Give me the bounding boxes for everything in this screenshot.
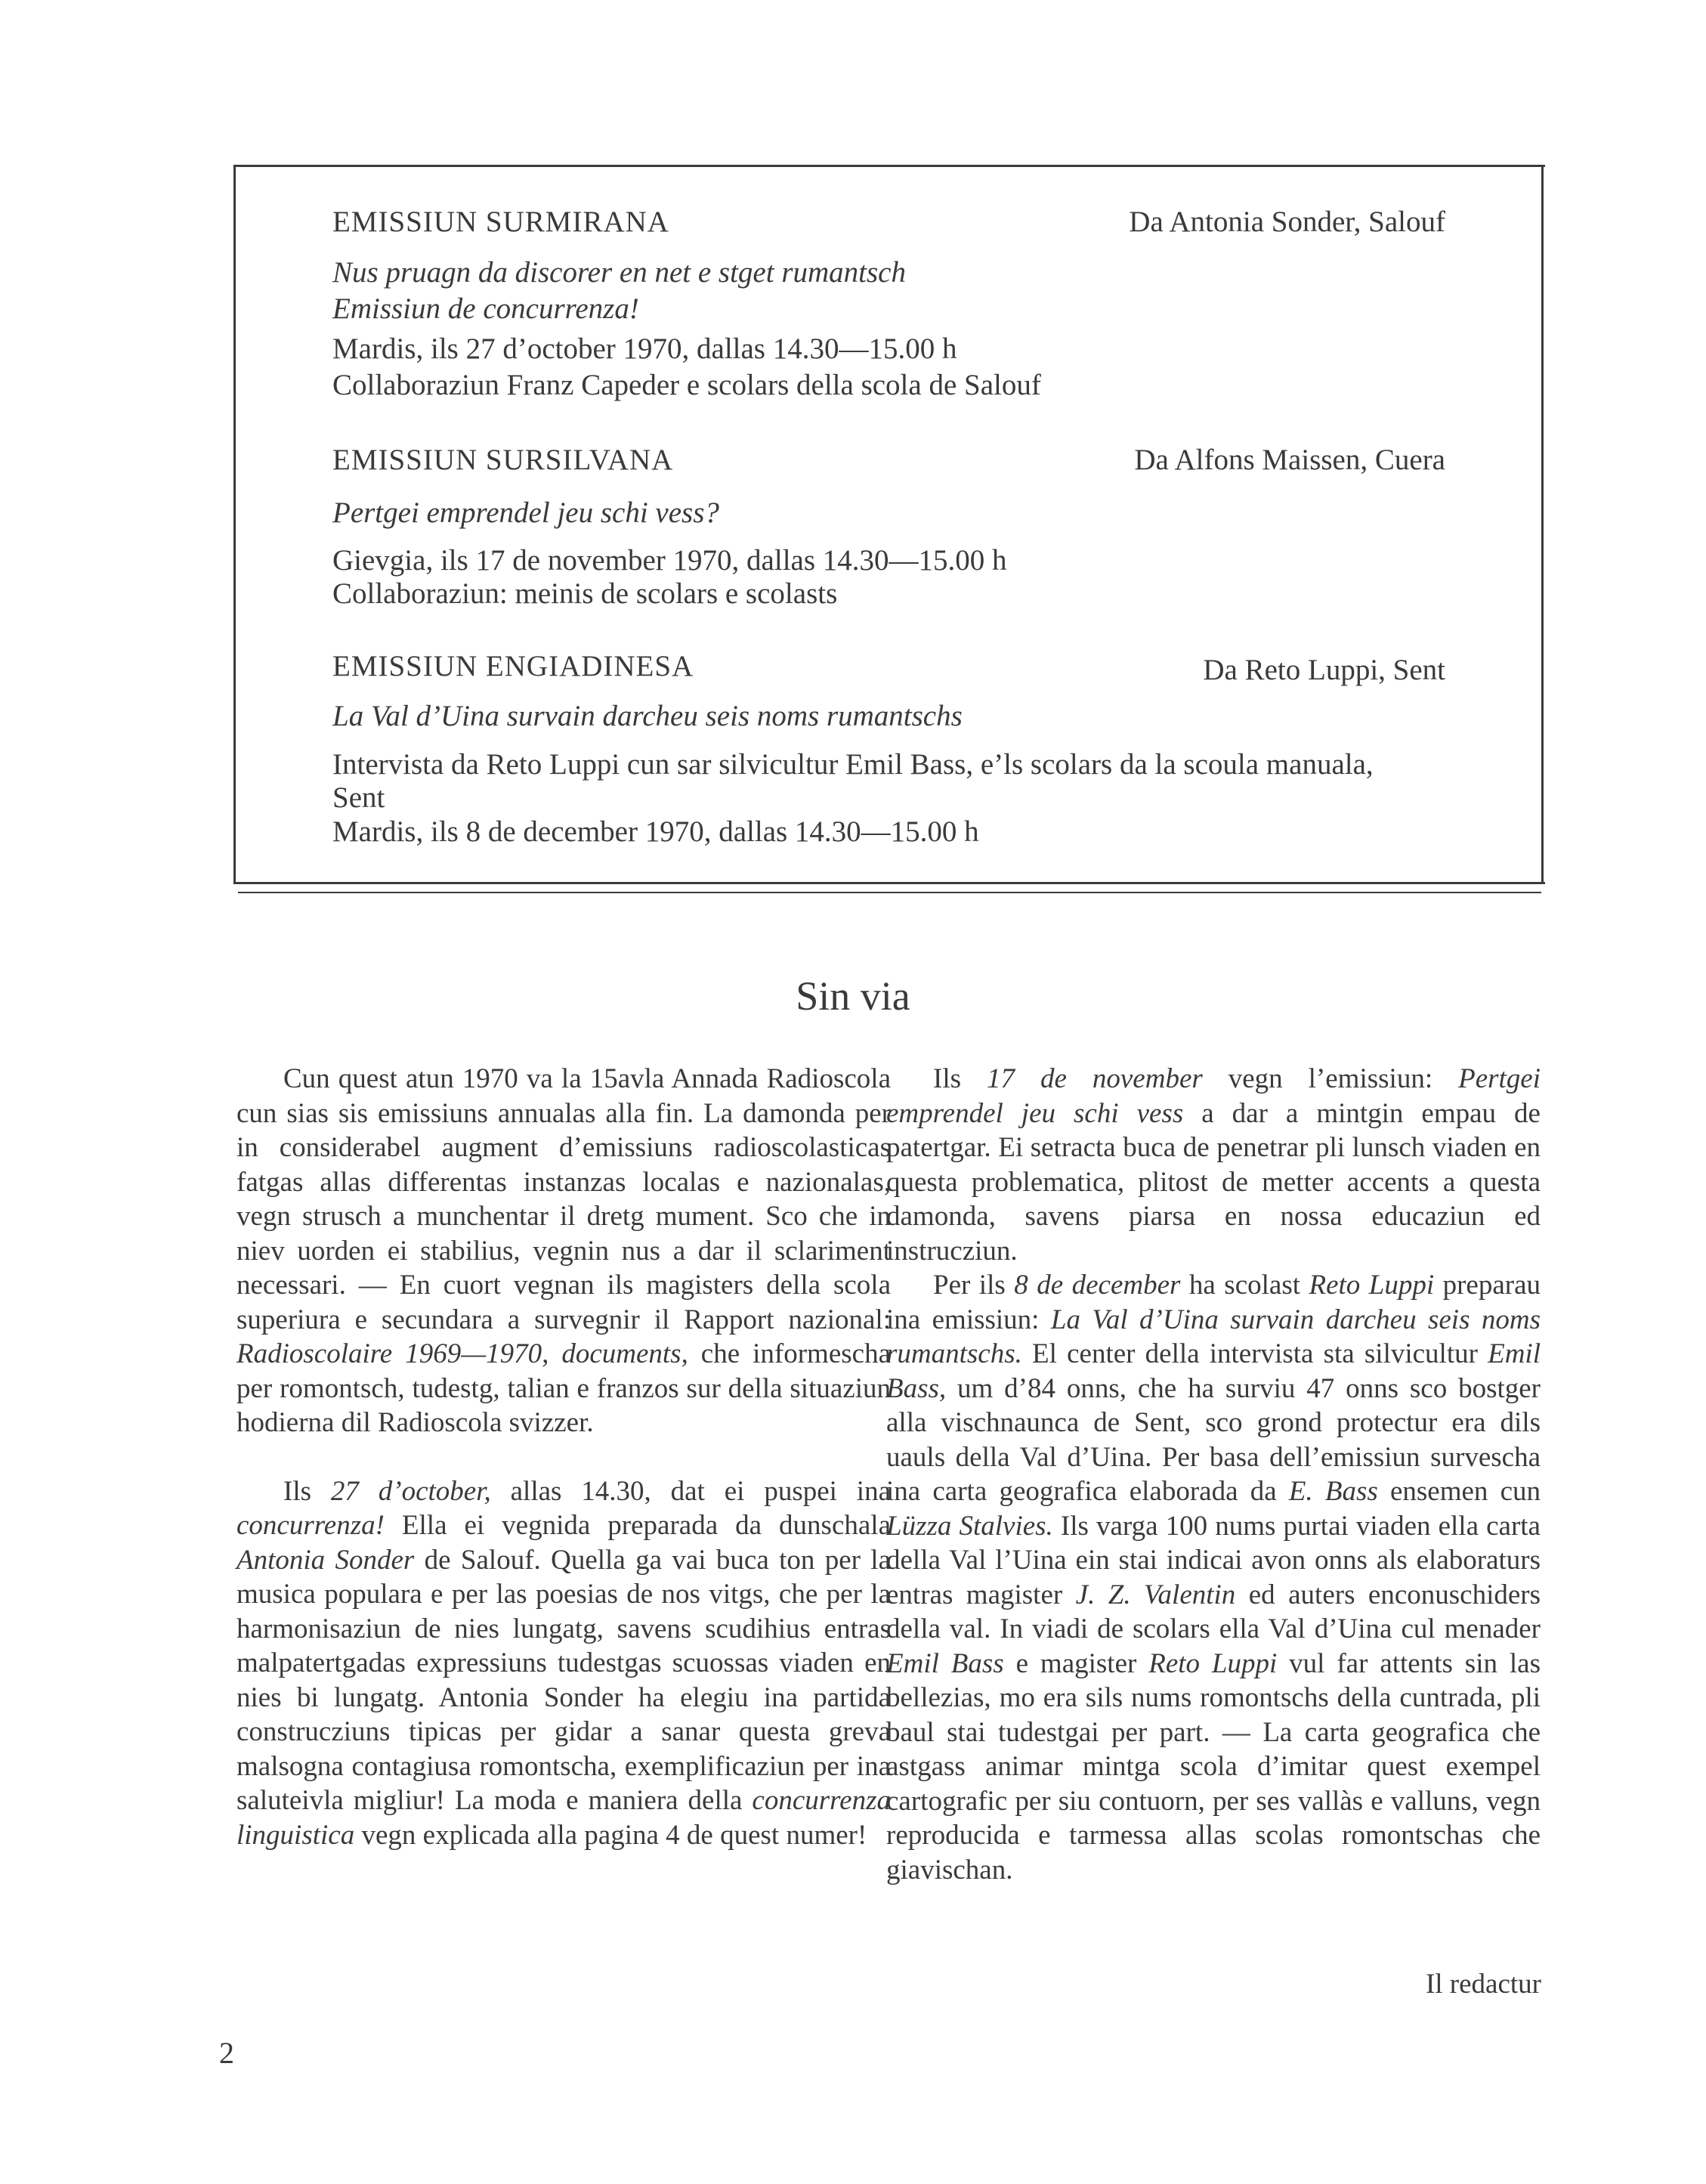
section-title: Pertgei emprendel jeu schi vess? [332,497,719,529]
article-left-column [236,1062,891,1852]
section-heading: EMISSIUN SURMIRANA [332,206,669,238]
section-heading: EMISSIUN ENGIADINESA [332,650,694,682]
section-author: Da Alfons Maissen, Cuera [1134,444,1445,476]
article-paragraph: Per ils 8 de december ha scolast Reto Luppi preparau ina emissiun: La Val d’Uina survain darcheu seis noms rumantschs. El center della intervista sta silvicultur Emil Bass, um d’84 onns, che ha surviu 47 onns sco bostger alla vischnaunca de Sent, sco grond protectur era dils uauls della Val d’Uina. Per basa dell’emissiun survescha ina carta geografica elaborada da E. Bass ensemen cun Lüzza Stalvies. Ils varga 100 nums purtai viaden ella carta della Val l’Uina ein stai indicai avon onns als elaboraturs entras magister J. Z. Valentin ed auters enconuschiders della val. In viadi de scolars ella Val d’Uina cul menader Emil Bass e magister Reto Luppi vul far attents sin las bellezias, mo era sils nums romontschs della cuntrada, pli baul stai tudestgai per part. — La carta geografica che astgass animar mintga scola d’imitar quest exempel cartografic per siu contuorn, per ses vallàs e valluns, vegn reproducida e tarmessa allas scolas romontschas che giavischan. [886,1270,1541,1885]
signature: Il redactur [1425,1969,1541,2000]
page-number: 2 [219,2036,234,2070]
box-top-rule [234,165,1545,167]
article-paragraph: Ils 27 d’october, allas 14.30, dat ei puspei ina concurrenza! Ella ei vegnida preparada da dunschala Antonia Sonder de Salouf. Quella ga vai buca ton per la musica populara e per las poesias de nos vitgs, che per la harmonisaziun de nies lungatg, savens scudihius entras malpatertgadas expressiuns tudestgas scuossas viaden en nies bi lungatg. Antonia Sonder ha elegiu ina partida construcziuns tipicas per gidar a sanar questa greva malsogna contagiusa romontscha, exemplificaziun per ina saluteivla migliur! La moda e maniera della concurrenza linguistica vegn explicada alla pagina 4 de quest numer! [236,1475,892,1851]
box-left-rule [233,165,236,884]
section-heading: EMISSIUN SURSILVANA [332,444,674,476]
article-paragraph: Cun quest atun 1970 va la 15avla Annada Radioscola cun sias sis emissiuns annualas alla fin. La damonda per in considerabel augment d’emissiuns radioscolasticas fatgas allas differentas instanzas localas e nazionalas, vegn strusch a munchentar il dretg mument. Sco che in niev uorden ei stabilius, vegnin nus a dar il sclariment necessari. — En cuort vegnan ils magisters della scola superiura e secundara a survegnir il Rapport nazional: Radioscolaire 1969—1970, documents, che informescha per romontsch, tudestg, talian e franzos sur della situaziun hodierna dil Radioscola svizzer. [236,1063,892,1438]
section-collaboration: Collaboraziun Franz Capeder e scolars della scola de Salouf [332,369,1041,401]
article-paragraph: Ils 17 de november vegn l’emissiun: Pertgei emprendel jeu schi vess a dar a mintgin empau de patertgar. Ei setracta buca de penetrar pli lunsch viaden en questa problematica, plitost de metter accents a questa damonda, savens piarsa en nossa educaziun ed instrucziun. [886,1063,1541,1267]
section-collaboration: Intervista da Reto Luppi cun sar silvicultur Emil Bass, e’ls scolars da la scoula manuala, [332,748,1374,781]
article-right-column [886,1062,1541,1887]
box-bottom-rule [233,882,1545,884]
section-date: Mardis, ils 27 d’october 1970, dallas 14.30—15.00 h [332,333,957,365]
box-bottom-rule-2 [238,892,1541,893]
section-collaboration-2: Sent [332,781,385,814]
section-date: Gievgia, ils 17 de november 1970, dallas 14.30—15.00 h [332,544,1007,577]
box-right-rule [1541,165,1544,884]
section-title-2: Emissiun de concurrenza! [332,292,639,325]
section-title: Nus pruagn da discorer en net e stget rumantsch [332,256,906,289]
section-date: Mardis, ils 8 de december 1970, dallas 14.30—15.00 h [332,815,979,848]
section-author: Da Antonia Sonder, Salouf [1129,206,1445,238]
section-author: Da Reto Luppi, Sent [1203,654,1445,686]
section-title: La Val d’Uina survain darcheu seis noms rumantschs [332,700,963,732]
article-title: Sin via [796,973,910,1019]
section-collaboration: Collaboraziun: meinis de scolars e scolasts [332,577,838,610]
